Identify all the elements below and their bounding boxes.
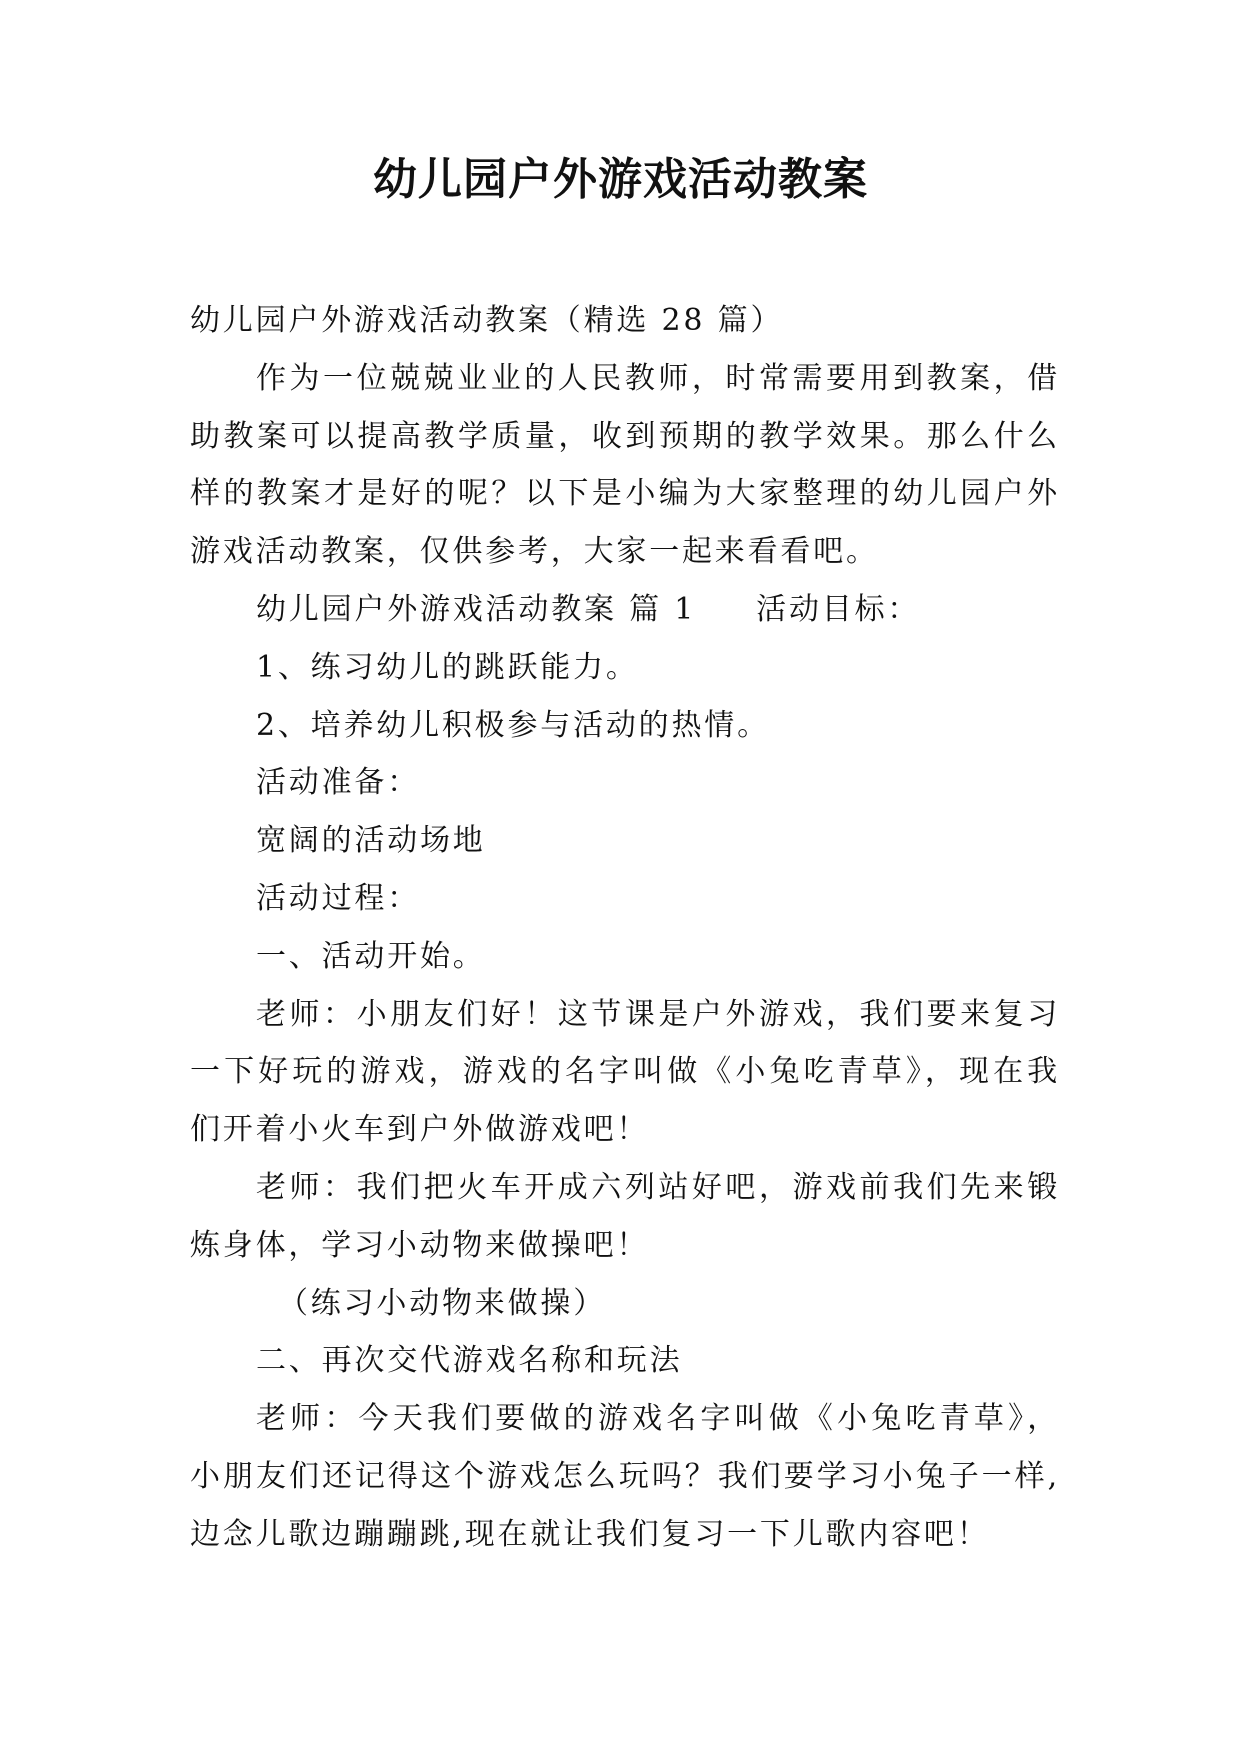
process-heading: 活动过程：	[256, 880, 420, 916]
prep-text: 宽阔的活动场地	[256, 823, 486, 859]
step-2: 二、再次交代游戏名称和玩法	[256, 1343, 683, 1379]
goal-heading: 活动目标：	[756, 591, 921, 627]
teacher-paragraph-2: 老师：我们把火车开成六列站好吧，游戏前我们先来锻炼身体，学习小动物来做操吧！	[190, 1169, 1060, 1263]
teacher-paragraph-3: 老师：今天我们要做的游戏名字叫做《小兔吃青草》，小朋友们还记得这个游戏怎么玩吗？我们要学习小兔子一样,边念儿歌边蹦蹦跳,现在就让我们复习一下儿歌内容吧！	[190, 1401, 1060, 1552]
document-body	[190, 292, 1060, 1564]
step-1: 一、活动开始。	[256, 938, 486, 974]
section-line	[190, 581, 1060, 639]
prep-heading: 活动准备：	[256, 765, 420, 801]
document-title: 幼儿园户外游戏活动教案	[373, 154, 868, 205]
goal-item-2: 2、培养幼儿积极参与活动的热情。	[256, 707, 770, 743]
goal-item-1: 1、练习幼儿的跳跃能力。	[256, 649, 639, 685]
intro-paragraph: 作为一位兢兢业业的人民教师，时常需要用到教案，借助教案可以提高教学质量，收到预期的教学效果。那么什么样的教案才是好的呢？以下是小编为大家整理的幼儿园户外游戏活动教案，仅供参考，大家一起来看看吧。	[190, 360, 1060, 570]
section-heading: 幼儿园户外游戏活动教案 篇 1	[256, 591, 697, 627]
teacher-paragraph-1: 老师：小朋友们好！这节课是户外游戏，我们要来复习一下好玩的游戏，游戏的名字叫做《小兔吃青草》，现在我们开着小火车到户外做游戏吧！	[190, 996, 1060, 1148]
document-subtitle: 幼儿园户外游戏活动教案（精选 28 篇）	[190, 303, 784, 338]
exercise-note: （练习小动物来做操）	[278, 1285, 606, 1321]
